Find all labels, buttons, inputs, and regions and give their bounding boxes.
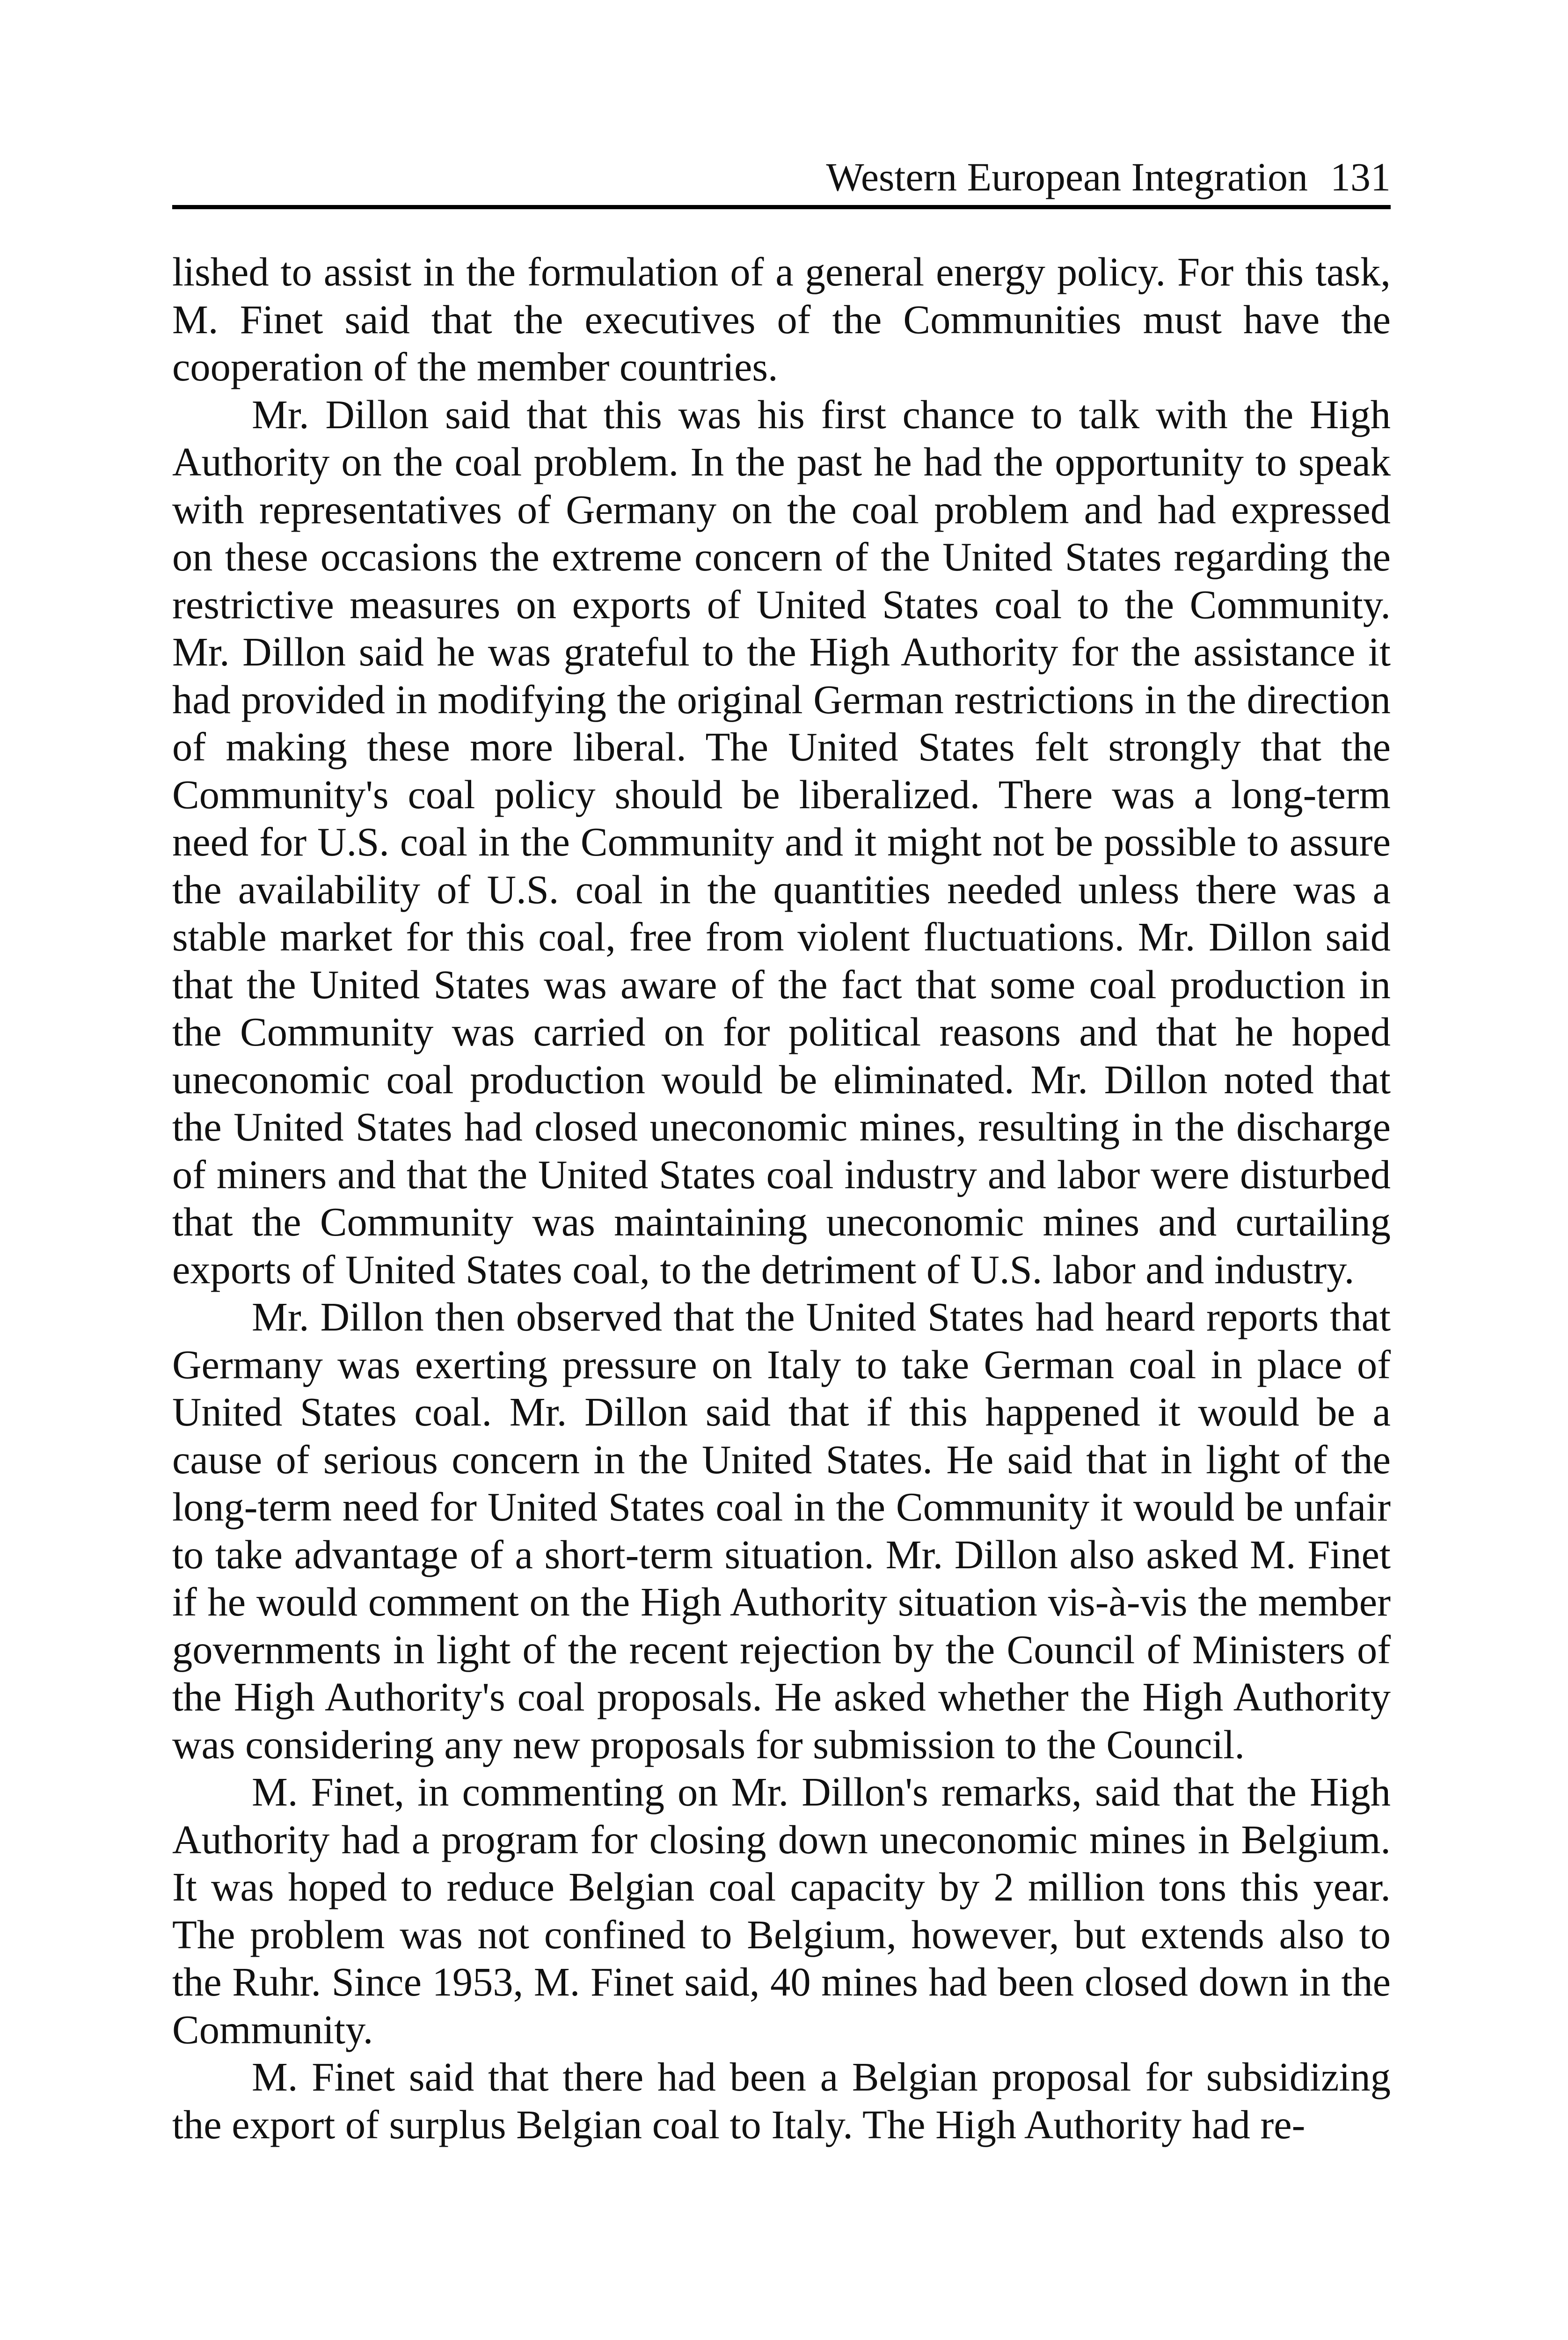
page-number: 131 [1330,154,1391,199]
running-title: Western European Integration [826,154,1308,199]
running-head [826,149,1391,205]
paragraph-continuation: lished to assist in the formulation of a general energy policy. For this task, M. Finet said that the executives of the Communities must have the cooperation of the member countries. [172,249,1391,389]
page-header [172,149,1391,209]
paragraph-dillon-germany-italy: Mr. Dillon then observed that the United States had heard reports that Germany was exerting pressure on Italy to take German coal in place of United States coal. Mr. Dillon said that if this happened it would be a cause of serious concern in the United States. He said that in light of the long-term need for United States coal in the Community it would be unfair to take advantage of a short-term situation. Mr. Dillon also asked M. Finet if he would comment on the High Authority situation vis-à-vis the member governments in light of the recent rejection by the Council of Ministers of the High Authority's coal proposals. He asked whether the High Authority was considering any new proposals for submission to the Council. [172,1294,1391,1767]
paragraph-dillon-coal-problem: Mr. Dillon said that this was his first chance to talk with the High Authority on the coal problem. In the past he had the opportunity to speak with representatives of Germany on the coal problem and had expressed on these occasions the extreme concern of the United States regarding the restrictive measures on exports of United States coal to the Community. Mr. Dillon said he was grateful to the High Authority for the assistance it had provided in modifying the original German restrictions in the direction of making these more liberal. The United States felt strongly that the Community's coal policy should be liberalized. There was a long-term need for U.S. coal in the Community and it might not be possible to assure the availability of U.S. coal in the quantities needed unless there was a stable market for this coal, free from violent fluctuations. Mr. Dillon said that the United States was aware of the fact that some coal production in the Community was carried on for political reasons and that he hoped uneconomic coal production would be eliminated. Mr. Dillon noted that the United States had closed uneconomic mines, resulting in the discharge of miners and that the United States coal industry and labor were disturbed that the Community was maintaining uneconomic mines and curtailing exports of United States coal, to the detriment of U.S. labor and industry. [172,392,1391,1292]
paragraph-finet-belgian-proposal: M. Finet said that there had been a Belgian proposal for subsidizing the export of surplus Belgian coal to Italy. The High Authority had re- [172,2055,1391,2147]
paragraph-finet-response: M. Finet, in commenting on Mr. Dillon's remarks, said that the High Authority had a program for closing down uneconomic mines in Belgium. It was hoped to reduce Belgian coal capacity by 2 million tons this year. The problem was not confined to Belgium, however, but extends also to the Ruhr. Since 1953, M. Finet said, 40 mines had been closed down in the Community. [172,1770,1391,2052]
body-text [172,249,1391,2149]
